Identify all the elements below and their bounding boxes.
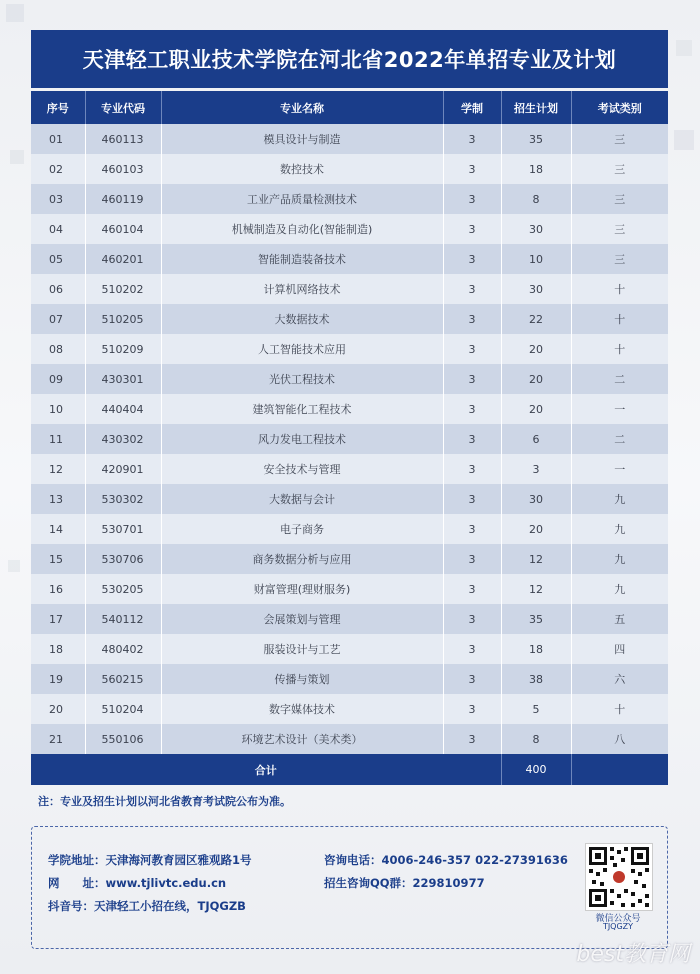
cell-category: 三 bbox=[571, 154, 668, 184]
cell-name: 商务数据分析与应用 bbox=[161, 544, 443, 574]
cell-seq: 10 bbox=[31, 394, 85, 424]
cell-plan: 22 bbox=[501, 304, 571, 334]
cell-plan: 30 bbox=[501, 214, 571, 244]
background-decoration bbox=[8, 560, 20, 572]
table-body bbox=[31, 124, 668, 754]
cell-name: 工业产品质量检测技术 bbox=[161, 184, 443, 214]
table-row bbox=[31, 214, 668, 244]
cell-plan: 35 bbox=[501, 124, 571, 154]
cell-code: 530706 bbox=[85, 544, 161, 574]
cell-category: 十 bbox=[571, 274, 668, 304]
cell-seq: 03 bbox=[31, 184, 85, 214]
table-row bbox=[31, 154, 668, 184]
total-label: 合计 bbox=[31, 754, 501, 785]
cell-code: 430302 bbox=[85, 424, 161, 454]
qr-caption: 微信公众号 bbox=[595, 914, 641, 924]
cell-category: 一 bbox=[571, 454, 668, 484]
cell-plan: 3 bbox=[501, 454, 571, 484]
cell-years: 3 bbox=[443, 544, 501, 574]
cell-name: 计算机网络技术 bbox=[161, 274, 443, 304]
cell-name: 人工智能技术应用 bbox=[161, 334, 443, 364]
table-row bbox=[31, 184, 668, 214]
cell-years: 3 bbox=[443, 364, 501, 394]
total-row bbox=[31, 754, 668, 785]
cell-code: 530701 bbox=[85, 514, 161, 544]
cell-seq: 06 bbox=[31, 274, 85, 304]
cell-plan: 18 bbox=[501, 634, 571, 664]
qq-group-text: 招生咨询QQ群：229810977 bbox=[324, 876, 485, 890]
total-empty-cell bbox=[571, 754, 668, 785]
cell-name: 模具设计与制造 bbox=[161, 124, 443, 154]
cell-years: 3 bbox=[443, 124, 501, 154]
cell-seq: 12 bbox=[31, 454, 85, 484]
website-link[interactable]: 网 址：www.tjlivtc.edu.cn bbox=[48, 876, 227, 890]
cell-name: 数控技术 bbox=[161, 154, 443, 184]
footnote: 注：专业及招生计划以河北省教育考试院公布为准。 bbox=[38, 795, 291, 808]
cell-seq: 01 bbox=[31, 124, 85, 154]
cell-seq: 09 bbox=[31, 364, 85, 394]
wechat-qr-code-icon[interactable] bbox=[585, 843, 653, 911]
table-row bbox=[31, 694, 668, 724]
cell-plan: 20 bbox=[501, 394, 571, 424]
cell-name: 服装设计与工艺 bbox=[161, 634, 443, 664]
cell-plan: 35 bbox=[501, 604, 571, 634]
cell-code: 510204 bbox=[85, 694, 161, 724]
cell-name: 风力发电工程技术 bbox=[161, 424, 443, 454]
cell-category: 九 bbox=[571, 544, 668, 574]
cell-years: 3 bbox=[443, 484, 501, 514]
cell-seq: 21 bbox=[31, 724, 85, 754]
cell-seq: 15 bbox=[31, 544, 85, 574]
cell-years: 3 bbox=[443, 334, 501, 364]
cell-category: 六 bbox=[571, 664, 668, 694]
table-row bbox=[31, 514, 668, 544]
cell-years: 3 bbox=[443, 154, 501, 184]
background-decoration bbox=[676, 40, 692, 56]
cell-category: 四 bbox=[571, 634, 668, 664]
cell-code: 560215 bbox=[85, 664, 161, 694]
cell-category: 二 bbox=[571, 364, 668, 394]
cell-code: 530205 bbox=[85, 574, 161, 604]
column-header-name: 专业名称 bbox=[161, 91, 443, 124]
page-title: 天津轻工职业技术学院在河北省2022年单招专业及计划 bbox=[31, 30, 668, 88]
cell-name: 传播与策划 bbox=[161, 664, 443, 694]
qr-account-id: TJQGZY bbox=[602, 922, 634, 931]
cell-code: 550106 bbox=[85, 724, 161, 754]
cell-plan: 8 bbox=[501, 184, 571, 214]
cell-category: 八 bbox=[571, 724, 668, 754]
table-row bbox=[31, 484, 668, 514]
table-row bbox=[31, 634, 668, 664]
cell-plan: 12 bbox=[501, 574, 571, 604]
cell-years: 3 bbox=[443, 694, 501, 724]
cell-code: 510202 bbox=[85, 274, 161, 304]
cell-plan: 5 bbox=[501, 694, 571, 724]
cell-seq: 08 bbox=[31, 334, 85, 364]
cell-plan: 18 bbox=[501, 154, 571, 184]
table-row bbox=[31, 574, 668, 604]
cell-code: 540112 bbox=[85, 604, 161, 634]
cell-years: 3 bbox=[443, 244, 501, 274]
cell-years: 3 bbox=[443, 574, 501, 604]
cell-plan: 20 bbox=[501, 514, 571, 544]
table-row bbox=[31, 304, 668, 334]
cell-category: 十 bbox=[571, 304, 668, 334]
cell-seq: 11 bbox=[31, 424, 85, 454]
cell-name: 环境艺术设计（美术类） bbox=[161, 724, 443, 754]
cell-name: 数字媒体技术 bbox=[161, 694, 443, 724]
background-decoration bbox=[10, 150, 24, 164]
table-row bbox=[31, 544, 668, 574]
cell-category: 十 bbox=[571, 694, 668, 724]
cell-seq: 18 bbox=[31, 634, 85, 664]
cell-code: 530302 bbox=[85, 484, 161, 514]
cell-years: 3 bbox=[443, 184, 501, 214]
cell-name: 大数据技术 bbox=[161, 304, 443, 334]
cell-category: 九 bbox=[571, 574, 668, 604]
cell-name: 大数据与会计 bbox=[161, 484, 443, 514]
cell-code: 480402 bbox=[85, 634, 161, 664]
phone-text: 咨询电话：4006-246-357 022-27391636 bbox=[324, 853, 568, 867]
column-header-code: 专业代码 bbox=[85, 91, 161, 124]
cell-name: 光伏工程技术 bbox=[161, 364, 443, 394]
cell-years: 3 bbox=[443, 514, 501, 544]
cell-seq: 04 bbox=[31, 214, 85, 244]
table-header-row bbox=[31, 91, 668, 124]
cell-code: 440404 bbox=[85, 394, 161, 424]
cell-seq: 14 bbox=[31, 514, 85, 544]
cell-seq: 16 bbox=[31, 574, 85, 604]
background-decoration bbox=[674, 130, 694, 150]
cell-code: 510209 bbox=[85, 334, 161, 364]
cell-code: 460201 bbox=[85, 244, 161, 274]
cell-code: 460103 bbox=[85, 154, 161, 184]
table-row bbox=[31, 244, 668, 274]
cell-plan: 20 bbox=[501, 364, 571, 394]
cell-category: 九 bbox=[571, 484, 668, 514]
cell-name: 智能制造装备技术 bbox=[161, 244, 443, 274]
cell-category: 三 bbox=[571, 184, 668, 214]
cell-plan: 6 bbox=[501, 424, 571, 454]
table-row bbox=[31, 454, 668, 484]
cell-years: 3 bbox=[443, 604, 501, 634]
table-row bbox=[31, 424, 668, 454]
cell-seq: 13 bbox=[31, 484, 85, 514]
table-row bbox=[31, 724, 668, 754]
cell-category: 三 bbox=[571, 244, 668, 274]
table-row bbox=[31, 334, 668, 364]
douyin-text: 抖音号：天津轻工小招在线，TJQGZB bbox=[48, 899, 246, 913]
column-header-plan: 招生计划 bbox=[501, 91, 571, 124]
cell-name: 电子商务 bbox=[161, 514, 443, 544]
cell-plan: 12 bbox=[501, 544, 571, 574]
cell-years: 3 bbox=[443, 724, 501, 754]
cell-code: 460119 bbox=[85, 184, 161, 214]
cell-years: 3 bbox=[443, 424, 501, 454]
address-text: 学院地址：天津海河教育园区雅观路1号 bbox=[48, 853, 252, 867]
cell-seq: 07 bbox=[31, 304, 85, 334]
table-row bbox=[31, 124, 668, 154]
cell-name: 建筑智能化工程技术 bbox=[161, 394, 443, 424]
cell-years: 3 bbox=[443, 304, 501, 334]
cell-plan: 10 bbox=[501, 244, 571, 274]
cell-category: 二 bbox=[571, 424, 668, 454]
cell-years: 3 bbox=[443, 394, 501, 424]
cell-years: 3 bbox=[443, 454, 501, 484]
cell-code: 430301 bbox=[85, 364, 161, 394]
cell-years: 3 bbox=[443, 634, 501, 664]
cell-years: 3 bbox=[443, 274, 501, 304]
watermark-text: best教育网 bbox=[576, 942, 690, 967]
table-row bbox=[31, 664, 668, 694]
cell-plan: 30 bbox=[501, 274, 571, 304]
cell-years: 3 bbox=[443, 664, 501, 694]
cell-name: 安全技术与管理 bbox=[161, 454, 443, 484]
cell-seq: 02 bbox=[31, 154, 85, 184]
cell-plan: 20 bbox=[501, 334, 571, 364]
column-header-years: 学制 bbox=[443, 91, 501, 124]
cell-code: 510205 bbox=[85, 304, 161, 334]
cell-code: 460113 bbox=[85, 124, 161, 154]
total-plan: 400 bbox=[501, 754, 571, 785]
cell-plan: 8 bbox=[501, 724, 571, 754]
cell-category: 一 bbox=[571, 394, 668, 424]
table-row bbox=[31, 394, 668, 424]
cell-code: 460104 bbox=[85, 214, 161, 244]
cell-name: 机械制造及自动化(智能制造) bbox=[161, 214, 443, 244]
column-header-seq: 序号 bbox=[31, 91, 85, 124]
cell-name: 会展策划与管理 bbox=[161, 604, 443, 634]
cell-category: 三 bbox=[571, 124, 668, 154]
cell-category: 九 bbox=[571, 514, 668, 544]
cell-name: 财富管理(理财服务) bbox=[161, 574, 443, 604]
cell-years: 3 bbox=[443, 214, 501, 244]
cell-seq: 20 bbox=[31, 694, 85, 724]
cell-plan: 30 bbox=[501, 484, 571, 514]
cell-category: 三 bbox=[571, 214, 668, 244]
background-decoration bbox=[6, 4, 24, 22]
table-row bbox=[31, 274, 668, 304]
table-row bbox=[31, 364, 668, 394]
column-header-category: 考试类别 bbox=[571, 91, 668, 124]
cell-code: 420901 bbox=[85, 454, 161, 484]
cell-seq: 19 bbox=[31, 664, 85, 694]
cell-plan: 38 bbox=[501, 664, 571, 694]
enrollment-plan-table bbox=[31, 91, 668, 785]
cell-seq: 17 bbox=[31, 604, 85, 634]
cell-seq: 05 bbox=[31, 244, 85, 274]
cell-category: 五 bbox=[571, 604, 668, 634]
table-row bbox=[31, 604, 668, 634]
cell-category: 十 bbox=[571, 334, 668, 364]
